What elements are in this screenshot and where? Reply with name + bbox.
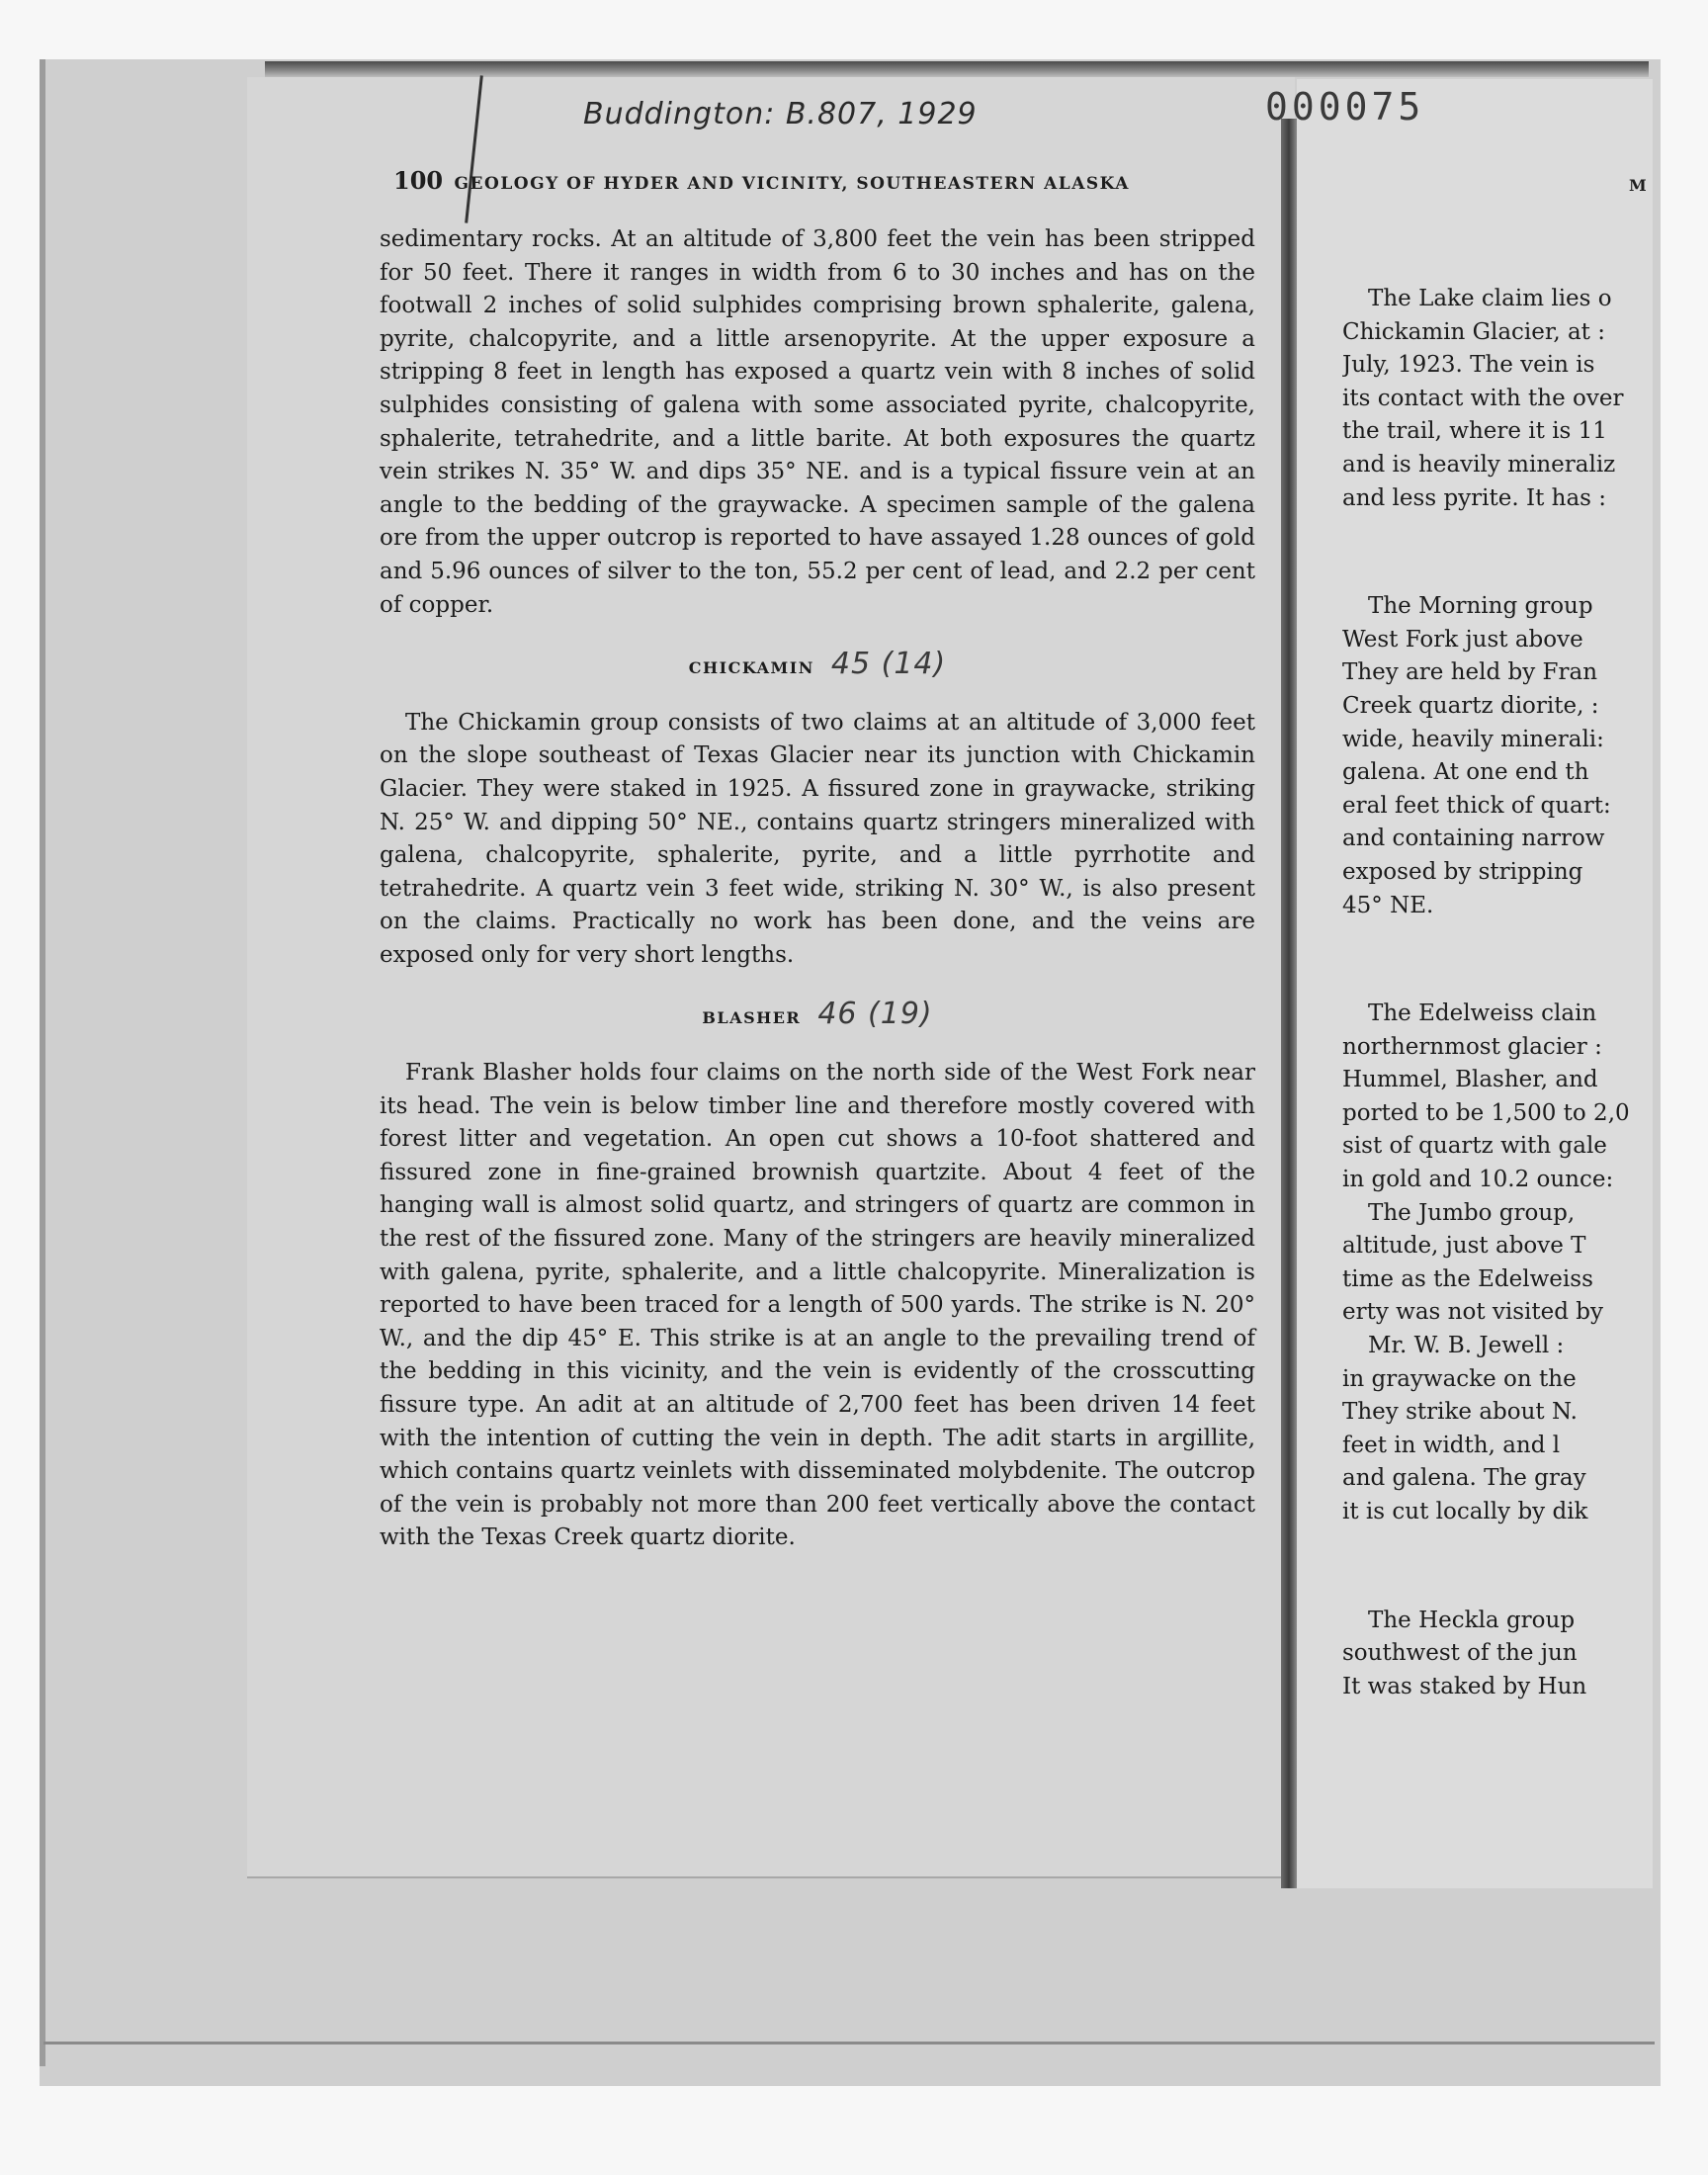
handwritten-reference: Buddington: B.807, 1929 — [583, 97, 978, 131]
text-line: it is cut locally by dik — [1342, 1499, 1588, 1524]
scan-bottom-edge — [43, 2042, 1655, 2044]
scan-left-edge — [40, 59, 45, 2066]
text-line: July, 1923. The vein is — [1342, 352, 1595, 379]
text-line: southwest of the jun — [1342, 1640, 1578, 1667]
text-line: eral feet thick of quart: — [1342, 792, 1611, 819]
text-line: Creek quartz diorite, : — [1342, 692, 1599, 719]
text-line: time as the Edelweiss — [1342, 1265, 1593, 1292]
text-line: West Fork just above — [1342, 626, 1583, 652]
text-line: in graywacke on the — [1342, 1365, 1577, 1392]
text-line: the trail, where it is 11 — [1342, 418, 1607, 445]
text-line: The Lake claim lies o — [1368, 286, 1612, 311]
left-text-column — [380, 223, 1255, 1555]
text-line: feet in width, and l — [1342, 1432, 1561, 1458]
text-line: ported to be 1,500 to 2,0 — [1342, 1099, 1630, 1126]
text-line: wide, heavily minerali: — [1342, 726, 1604, 752]
right-running-header: M — [1629, 176, 1647, 195]
right-text-column-cropped — [1342, 283, 1649, 1706]
blasher-paragraph: Frank Blasher holds four claims on the north side of the West Fork near its head. The vein is below timber line and therefore mostly covered with forest litter and vegetation. An open cut shows a 10-foot shattered and fissured zone in fine-grained brownish quartzite. About 4 feet of the hanging wall is almost solid quartz, and stringers of quartz are common in the rest of the fissured zone. Many of the stringers are heavily mineralized with galena, pyrite, sphalerite, and a little chalcopyrite. Mineralization is reported to have been traced for a length of 500 yards. The strike is N. 20° W., and the dip 45° E. This strike is at an angle to the prevailing trend of the bedding in this vicinity, and the vein is evidently of the crosscutting fissure type. An adit at an altitude of 2,700 feet has been driven 14 feet with the intention of cutting the vein in depth. The adit starts in argillite, which contains quartz veinlets with disseminated molybdenite. The outcrop of the vein is probably not more than 200 feet vertically above the contact with the Texas Creek quartz diorite. — [380, 1060, 1255, 1551]
page-fold-shadow — [1281, 119, 1297, 1888]
right-paragraph-heckla — [1342, 1605, 1649, 1704]
handwritten-section-note: 45 (14) — [830, 647, 947, 682]
text-line: and is heavily mineraliz — [1342, 451, 1616, 478]
text-line: erty was not visited by — [1342, 1299, 1603, 1326]
text-line: They strike about N. — [1342, 1399, 1578, 1426]
text-line: and galena. The gray — [1342, 1465, 1586, 1492]
text-line: its contact with the over — [1342, 385, 1624, 411]
text-line: The Edelweiss clain — [1368, 1000, 1597, 1027]
text-line: altitude, just above T — [1342, 1233, 1586, 1260]
scan-top-edge — [265, 61, 1649, 77]
text-line: sist of quartz with gale — [1342, 1133, 1607, 1160]
text-line: Mr. W. B. Jewell : — [1368, 1333, 1565, 1359]
text-line: The Heckla group — [1368, 1607, 1576, 1633]
section-title: BLASHER — [702, 1008, 802, 1028]
running-title: GEOLOGY OF HYDER AND VICINITY, SOUTHEASTERN ALASKA — [454, 174, 1130, 194]
section-heading-blasher — [380, 998, 1255, 1035]
text-line: The Morning group — [1368, 593, 1593, 620]
handwritten-section-note: 46 (19) — [817, 997, 933, 1032]
text-line: galena. At one end th — [1342, 759, 1589, 786]
text-line: It was staked by Hun — [1342, 1673, 1587, 1699]
intro-paragraph: sedimentary rocks. At an altitude of 3,800 feet the vein has been stripped for 50 feet. There it ranges in width from 6 to 30 inches and has on the footwall 2 inches of solid sulphides comprising brown sphalerite, galena, pyrite, chalcopyrite, and a little arsenopyrite. At the upper exposure a stripping 8 feet in length has exposed a quartz vein with 8 inches of solid sulphides consisting of galena with some associated pyrite, chalcopyrite, sphalerite, tetrahedrite, and a little barite. At both exposures the quartz vein strikes N. 35° W. and dips 35° NE. and is a typical fissure vein at an angle to the bedding of the graywacke. A specimen sample of the galena ore from the upper outcrop is reported to have assayed 1.28 ounces of gold and 5.96 ounces of silver to the ton, 55.2 per cent of lead, and 2.2 per cent of copper. — [380, 226, 1255, 618]
right-paragraph-morning — [1342, 590, 1649, 922]
text-line: in gold and 10.2 ounce: — [1342, 1167, 1614, 1193]
text-line: 45° NE. — [1342, 892, 1434, 918]
text-line: and less pyrite. It has : — [1342, 484, 1607, 511]
text-line: They are held by Fran — [1342, 659, 1598, 686]
text-line: The Jumbo group, — [1368, 1199, 1576, 1226]
right-paragraph-lake — [1342, 283, 1649, 515]
section-title: CHICKAMIN — [688, 658, 814, 678]
archive-stamp-number: 000075 — [1265, 85, 1425, 129]
text-line: Hummel, Blasher, and — [1342, 1067, 1598, 1093]
page-number: 100 — [393, 166, 444, 195]
running-header — [393, 166, 1204, 195]
text-line: exposed by stripping — [1342, 858, 1583, 885]
right-paragraph-edelweiss — [1342, 998, 1649, 1529]
text-line: and containing narrow — [1342, 826, 1605, 852]
section-heading-chickamin — [380, 648, 1255, 685]
text-line: Chickamin Glacier, at : — [1342, 318, 1605, 345]
text-line: northernmost glacier : — [1342, 1033, 1602, 1060]
chickamin-paragraph: The Chickamin group consists of two claims at an altitude of 3,000 feet on the slope southeast of Texas Glacier near its junction with Chickamin Glacier. They were staked in 1925. A fissured zone in graywacke, striking N. 25° W. and dipping 50° NE., contains quartz stringers mineralized with galena, chalcopyrite, sphalerite, pyrite, and a little pyrrhotite and tetrahedrite. A quartz vein 3 feet wide, striking N. 30° W., is also present on the claims. Practically no work has been done, and the veins are exposed only for very short lengths. — [380, 709, 1255, 968]
